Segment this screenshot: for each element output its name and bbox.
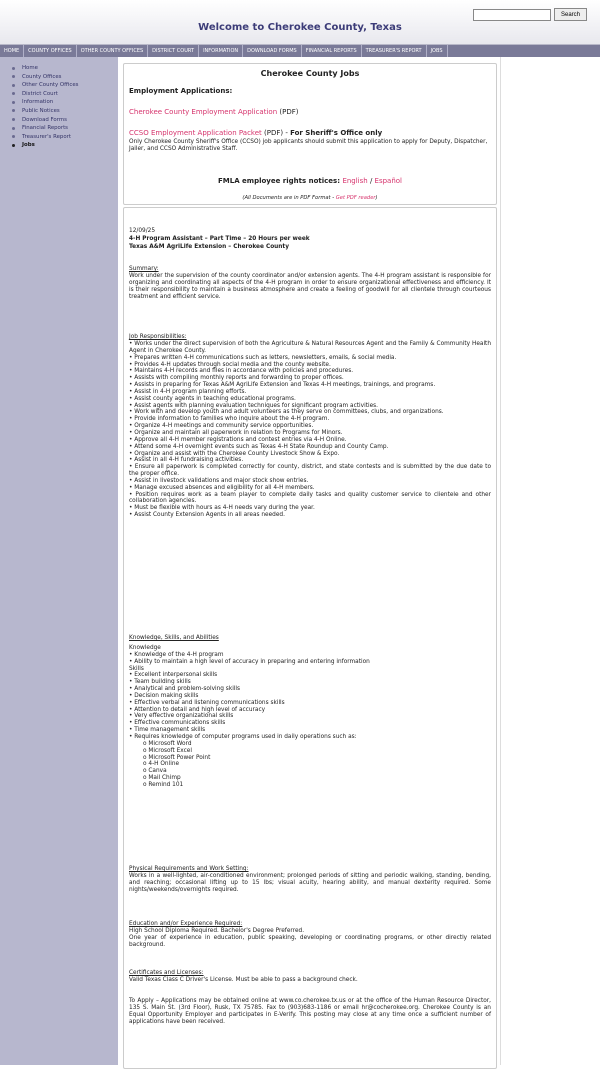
pdf-label: (PDF) xyxy=(277,108,299,116)
top-nav xyxy=(0,45,600,57)
responsibility-item: • Assist in livestock validations and major stock show entries. xyxy=(129,477,309,484)
skills-list xyxy=(129,672,491,740)
responsibility-item: • Approve all 4-H member registrations and contest entries via 4-H Online. xyxy=(129,436,347,443)
skill-item: • Team building skills xyxy=(129,679,191,686)
nav-item-download-forms[interactable]: DOWNLOAD FORMS xyxy=(243,45,302,57)
skill-item: • Effective verbal and listening communications skills xyxy=(129,699,285,706)
responsibility-item: • Provide information to families who inquire about the 4-H program. xyxy=(129,416,330,423)
certificates-text: Valid Texas Class C Driver's License. Must be able to pass a background check. xyxy=(129,977,358,983)
certificates-heading: Certificates and Licenses: xyxy=(129,970,204,976)
responsibilities-list xyxy=(129,341,491,519)
fmla-line xyxy=(129,177,491,185)
responsibility-item: • Assist agents with planning evaluation techniques for significant program activities. xyxy=(129,402,379,409)
knowledge-item: • Ability to maintain a high level of accuracy in preparing and entering information xyxy=(129,658,370,665)
jobs-box xyxy=(123,63,497,205)
responsibility-item: • Assist in 4-H program planning efforts. xyxy=(129,388,247,395)
sidebar-item-home[interactable]: Home xyxy=(12,64,118,73)
skill-item: • Effective communications skills xyxy=(129,720,226,727)
nav-item-county-offices[interactable]: COUNTY OFFICES xyxy=(24,45,77,57)
main-content xyxy=(118,57,500,1065)
ksa-heading: Knowledge, Skills, and Abilities xyxy=(129,635,219,641)
education-heading: Education and/or Experience Required: xyxy=(129,921,243,927)
sidebar-item-other-county-offices[interactable]: Other County Offices xyxy=(12,81,118,90)
ccso-application-link[interactable]: CCSO Employment Application Packet xyxy=(129,129,262,137)
sidebar-item-jobs[interactable]: Jobs xyxy=(12,141,118,150)
posting-title: 4-H Program Assistant – Part Time – 20 Hours per week xyxy=(129,236,310,242)
responsibility-item: • Assist county agents in teaching educational programs. xyxy=(129,395,296,402)
skill-item: • Excellent interpersonal skills xyxy=(129,672,218,679)
sidebar-item-district-court[interactable]: District Court xyxy=(12,90,118,99)
responsibility-item: • Maintains 4-H records and files in accordance with policies and procedures. xyxy=(129,368,354,375)
responsibility-item: • Ensure all paperwork is completed correctly for county, district, and state contests and is submitted by the due date to the proper office. xyxy=(129,464,491,478)
pdf-note-text: (All Documents are in PDF Format - xyxy=(242,195,336,201)
ksa-section xyxy=(129,645,491,789)
pdf-label: (PDF) - xyxy=(261,129,291,137)
program-item: o Microsoft Excel xyxy=(143,747,192,754)
nav-item-treasurer-s-report[interactable]: TREASURER'S REPORT xyxy=(362,45,427,57)
application-line xyxy=(129,108,491,116)
job-posting xyxy=(123,207,497,1069)
site-header xyxy=(0,0,600,45)
responsibilities-heading: Job Responsibilities: xyxy=(129,334,187,340)
sidebar-item-public-notices[interactable]: Public Notices xyxy=(12,107,118,116)
nav-item-home[interactable]: HOME xyxy=(0,45,24,57)
skill-item: • Requires knowledge of computer programs used in daily operations such as: xyxy=(129,733,357,740)
skill-item: • Analytical and problem-solving skills xyxy=(129,686,241,693)
nav-item-information[interactable]: INFORMATION xyxy=(199,45,243,57)
knowledge-item: • Knowledge of the 4-H program xyxy=(129,651,224,658)
knowledge-list xyxy=(129,652,491,666)
responsibility-item: • Prepares written 4-H communications such as letters, newsletters, emails, & social media. xyxy=(129,354,397,361)
summary-heading: Summary: xyxy=(129,266,159,272)
responsibility-item: • Assist County Extension Agents in all areas needed. xyxy=(129,512,285,519)
skill-item: • Attention to detail and high level of accuracy xyxy=(129,706,266,713)
employment-application-link[interactable]: Cherokee County Employment Application xyxy=(129,108,278,116)
sheriff-only-label: For Sheriff's Office only xyxy=(290,129,383,137)
fmla-english-link[interactable]: English xyxy=(342,177,368,185)
responsibility-item: • Work with and develop youth and adult volunteers as they serve on committees, clubs, and organizations. xyxy=(129,409,444,416)
sidebar-item-county-offices[interactable]: County Offices xyxy=(12,73,118,82)
separator: / xyxy=(367,177,375,185)
search-button[interactable]: Search xyxy=(554,8,587,21)
skills-heading: Skills xyxy=(129,665,144,672)
site-title: Welcome to Cherokee County, Texas xyxy=(198,22,402,33)
education-text xyxy=(129,928,491,949)
fmla-spanish-link[interactable]: Español xyxy=(374,177,402,185)
physical-text: Works in a well-lighted, air-conditioned environment; prolonged periods of sitting and periodic walking, standing, bending, and reaching; occasional lifting up to 15 lbs; visual acuity, hearing ability, and manual dexterity required. Some nights/weekends/overnights required. xyxy=(129,873,491,893)
program-item: o Microsoft Word xyxy=(143,740,192,747)
applications-label: Employment Applications: xyxy=(129,87,233,95)
skill-item: • Decision making skills xyxy=(129,692,199,699)
responsibility-item: • Must be flexible with hours as 4-H needs vary during the year. xyxy=(129,505,315,512)
apply-text: To Apply – Applications may be obtained online at www.co.cherokee.tx.us or at the office of the Human Resource Director, 135 S. Main St. (3rd Floor), Rusk, TX 75785. Fax to (903)683-1186 or email hr@cocherokee.org. Cherokee County is an Equal Opportunity Employer and participates in E-Verify. This posting may close at any time once a sufficient number of applications have been received. xyxy=(129,998,491,1025)
physical-heading: Physical Requirements and Work Setting: xyxy=(129,866,249,872)
responsibility-item: • Provides 4-H updates through social media and the county website. xyxy=(129,361,331,368)
responsibility-item: • Position requires work as a team player to complete daily tasks and quality customer service to clientele and other collaboration agencies. xyxy=(129,491,491,505)
responsibility-item: • Attend some 4-H overnight events such as Texas 4-H State Roundup and County Camp. xyxy=(129,443,389,450)
pdf-note xyxy=(129,195,491,201)
sidebar-item-information[interactable]: Information xyxy=(12,98,118,107)
search-input[interactable] xyxy=(473,9,551,21)
program-item: o Microsoft Power Point xyxy=(143,754,211,761)
ccso-application-line xyxy=(129,129,491,137)
sidebar-item-financial-reports[interactable]: Financial Reports xyxy=(12,124,118,133)
program-item: o 4-H Online xyxy=(143,761,180,768)
responsibility-item: • Assist in all 4-H fundraising activities. xyxy=(129,457,244,464)
sidebar-item-treasurer-s-report[interactable]: Treasurer's Report xyxy=(12,133,118,142)
skill-item: • Time management skills xyxy=(129,727,206,734)
summary-text: Work under the supervision of the county coordinator and/or extension agents. The 4-H program assistant is responsible for organizing and coordinating all aspects of the 4-H program in order to ensure organizational effectiveness and efficiency. It is their responsibility to maintain a business atmosphere and create a feeling of goodwill for all clientele through courteous treatment and efficient service. xyxy=(129,273,491,300)
nav-item-jobs[interactable]: JOBS xyxy=(427,45,448,57)
program-item: o Mail Chimp xyxy=(143,775,181,782)
get-pdf-reader-link[interactable]: Get PDF reader xyxy=(335,195,376,201)
experience-line: One year of experience in education, public speaking, developing or coordinating programs, or other directly related background. xyxy=(129,934,491,948)
fmla-label: FMLA employee rights notices: xyxy=(217,177,343,185)
pdf-note-end: ) xyxy=(375,195,378,201)
ccso-note: Only Cherokee County Sheriff's Office (CCSO) job applicants should submit this application to apply for Deputy, Dispatcher, Jailer, and CCSO Administrative Staff. xyxy=(129,139,488,152)
sidebar-item-download-forms[interactable]: Download Forms xyxy=(12,116,118,125)
skill-item: • Very effective organizational skills xyxy=(129,713,234,720)
page-title: Cherokee County Jobs xyxy=(260,69,360,78)
knowledge-heading: Knowledge xyxy=(129,645,161,651)
responsibility-item: • Assists in preparing for Texas A&M AgriLife Extension and Texas 4-H meetings, trainings, and programs. xyxy=(129,382,436,389)
right-column xyxy=(500,57,600,1065)
responsibility-item: • Organize and assist with the Cherokee County Livestock Show & Expo. xyxy=(129,450,340,457)
sidebar xyxy=(0,57,118,1065)
responsibility-item: • Organize 4-H meetings and community service opportunities. xyxy=(129,423,314,430)
posting-date: 12/09/25 xyxy=(129,228,156,234)
nav-item-financial-reports[interactable]: FINANCIAL REPORTS xyxy=(302,45,362,57)
responsibility-item: • Assists with compiling monthly reports and forwarding to proper offices. xyxy=(129,375,344,382)
nav-item-district-court[interactable]: DISTRICT COURT xyxy=(148,45,199,57)
education-line: High School Diploma Required. Bachelor's Degree Preferred. xyxy=(129,928,305,934)
responsibility-item: • Manage excused absences and eligibility for all 4-H members. xyxy=(129,484,315,491)
posting-subtitle: Texas A&M AgriLife Extension – Cherokee County xyxy=(129,244,289,250)
program-item: o Remind 101 xyxy=(143,781,184,788)
nav-item-other-county-offices[interactable]: OTHER COUNTY OFFICES xyxy=(77,45,148,57)
programs-list xyxy=(129,741,491,789)
program-item: o Canva xyxy=(143,768,167,775)
responsibility-item: • Works under the direct supervision of both the Agriculture & Natural Resources Agent and the Family & Community Health Agent in Cherokee County. xyxy=(129,341,491,354)
responsibility-item: • Organize and maintain all paperwork in relation to Programs for Minors. xyxy=(129,429,343,436)
